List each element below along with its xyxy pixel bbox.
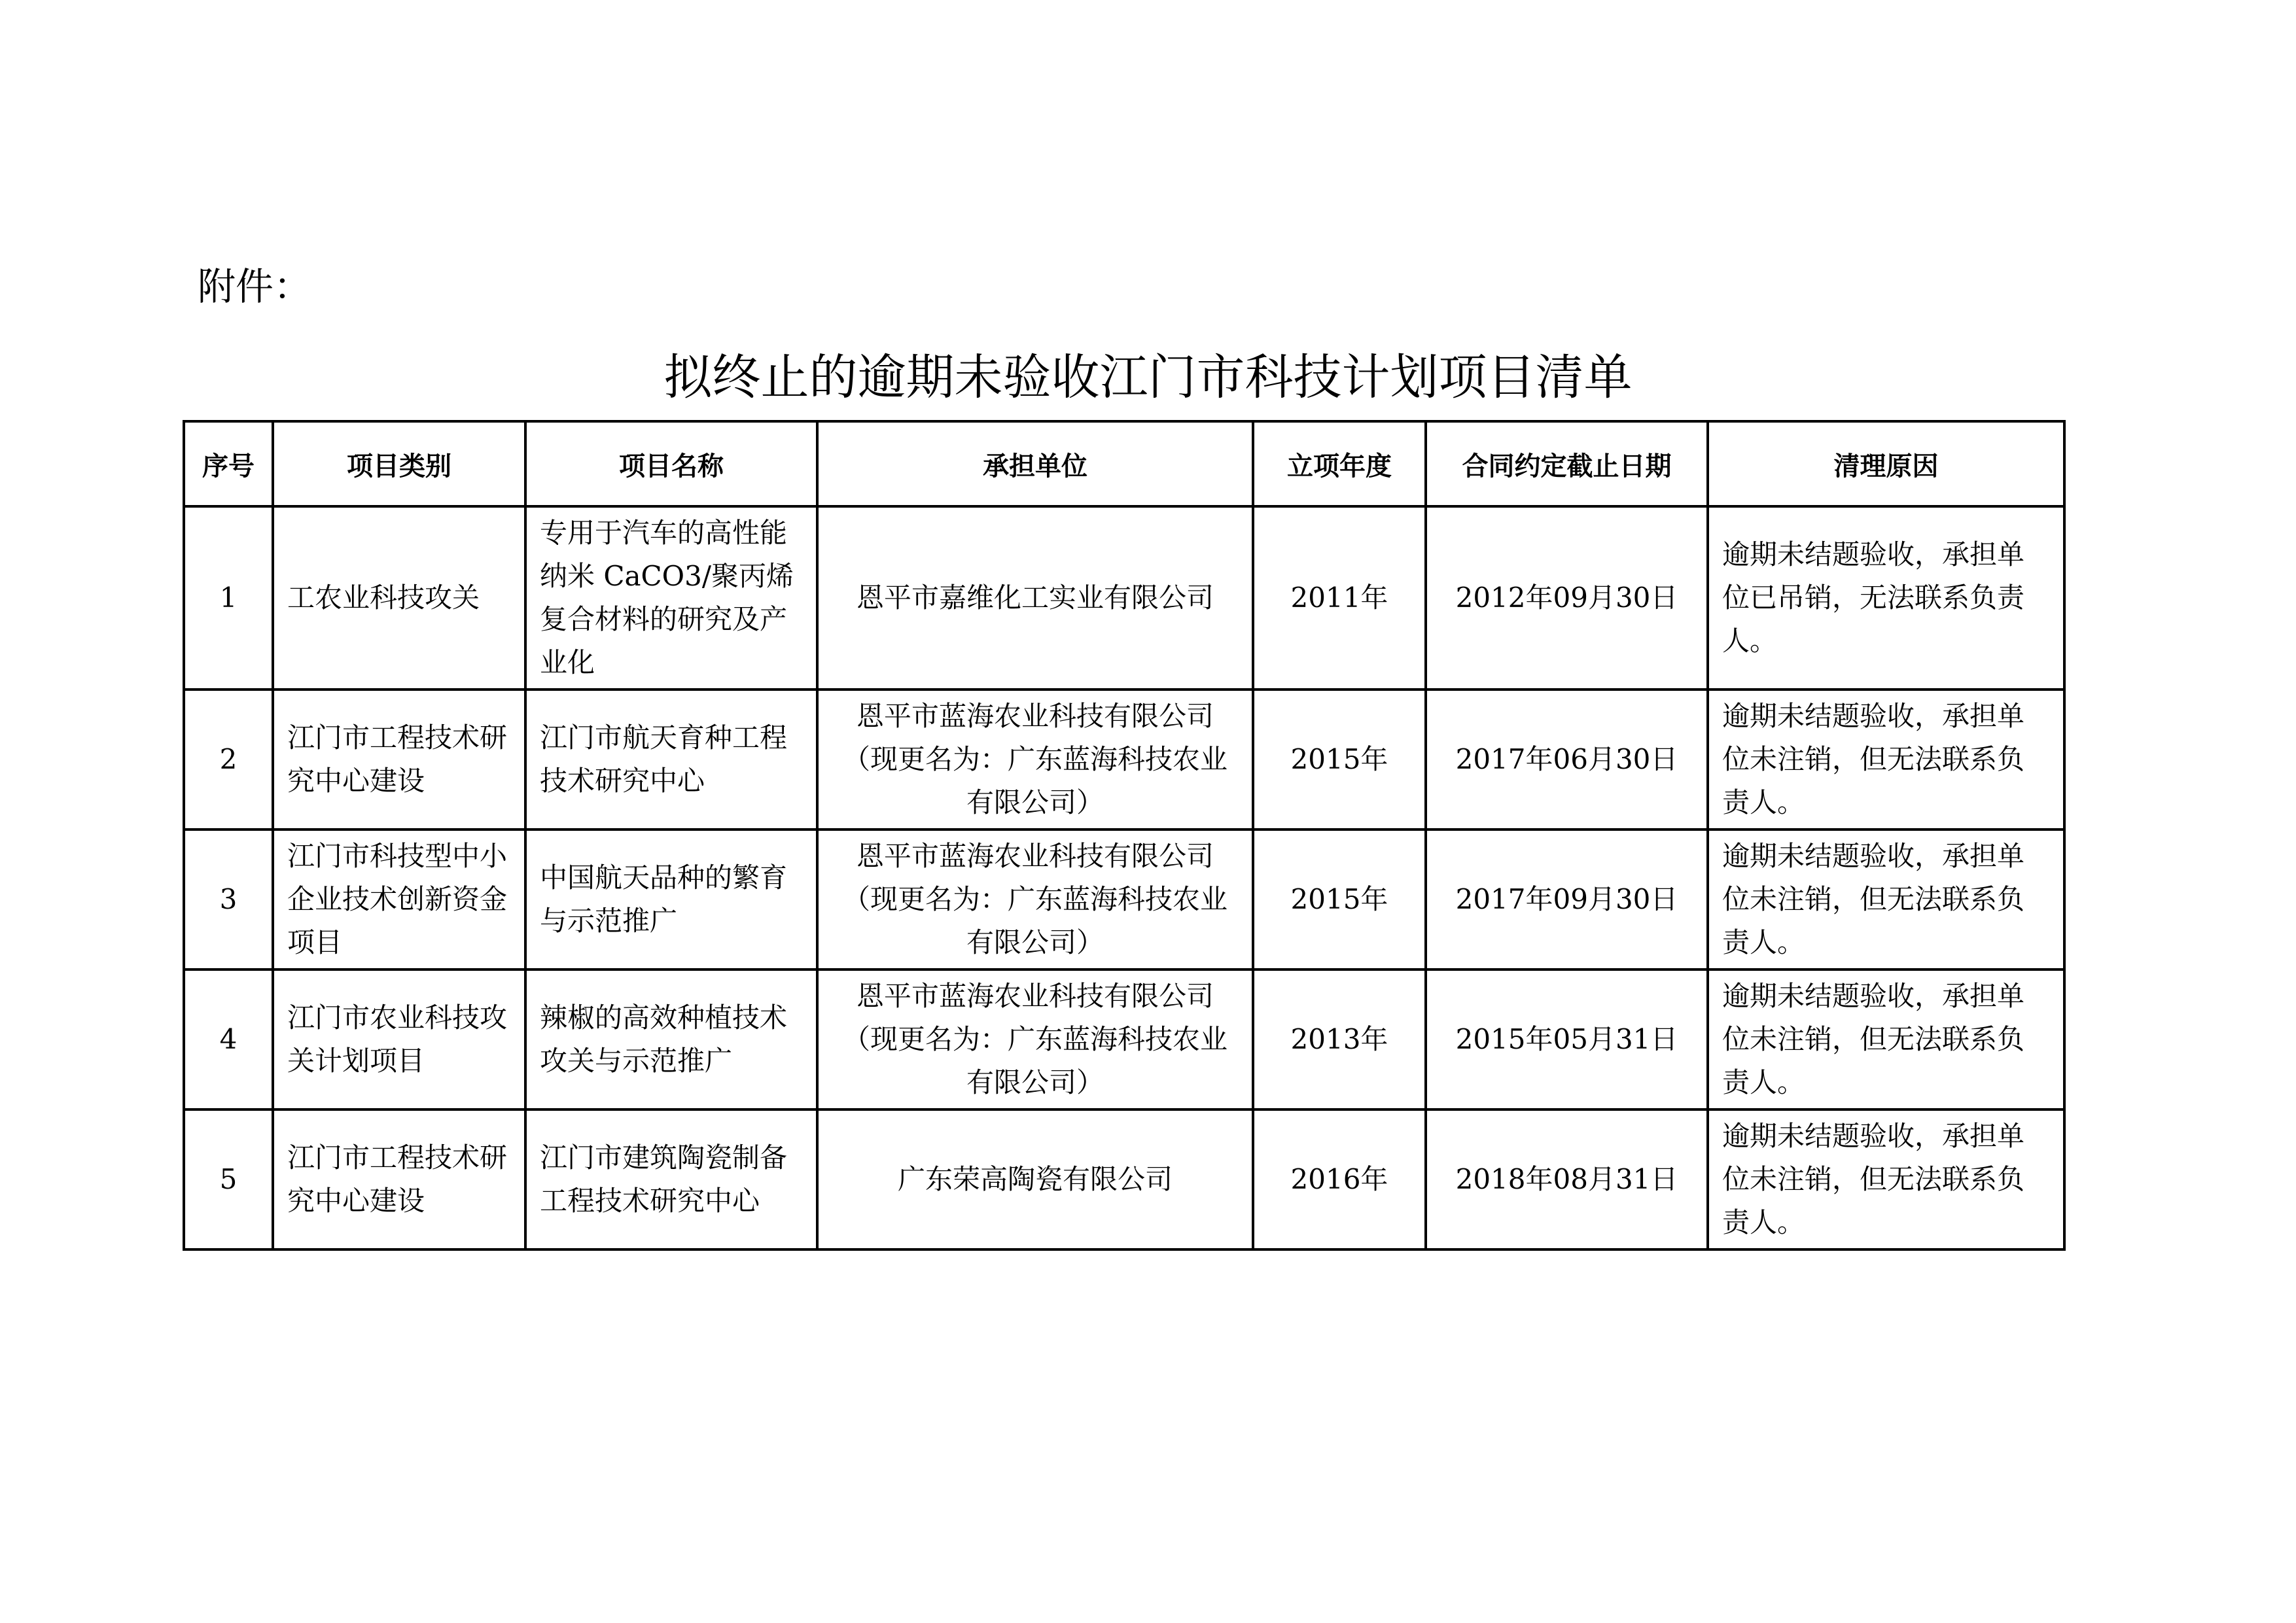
table-row [184, 829, 2064, 969]
document-title: 拟终止的逾期未验收江门市科技计划项目清单 [663, 349, 1633, 406]
column-header-reason: 清理原因 [1708, 421, 2064, 506]
cell-project-name: 江门市建筑陶瓷制备工程技术研究中心 [525, 1109, 817, 1249]
cell-deadline: 2017年06月30日 [1426, 689, 1708, 829]
project-table [183, 420, 2066, 1251]
cell-unit: 恩平市蓝海农业科技有限公司（现更名为：广东蓝海科技农业有限公司） [817, 829, 1253, 969]
column-header-deadline: 合同约定截止日期 [1426, 421, 1708, 506]
cell-deadline: 2015年05月31日 [1426, 969, 1708, 1109]
cell-no: 5 [184, 1109, 273, 1249]
cell-project-name: 江门市航天育种工程技术研究中心 [525, 689, 817, 829]
cell-deadline: 2018年08月31日 [1426, 1109, 1708, 1249]
cell-no: 4 [184, 969, 273, 1109]
cell-category: 江门市农业科技攻关计划项目 [273, 969, 525, 1109]
cell-reason: 逾期未结题验收，承担单位未注销，但无法联系负责人。 [1708, 829, 2064, 969]
cell-project-name: 辣椒的高效种植技术攻关与示范推广 [525, 969, 817, 1109]
table-row [184, 506, 2064, 689]
cell-reason: 逾期未结题验收，承担单位未注销，但无法联系负责人。 [1708, 689, 2064, 829]
cell-unit: 广东荣高陶瓷有限公司 [817, 1109, 1253, 1249]
table-row [184, 689, 2064, 829]
cell-year: 2015年 [1253, 829, 1426, 969]
cell-category: 江门市科技型中小企业技术创新资金项目 [273, 829, 525, 969]
cell-no: 2 [184, 689, 273, 829]
cell-reason: 逾期未结题验收，承担单位未注销，但无法联系负责人。 [1708, 969, 2064, 1109]
column-header-year: 立项年度 [1253, 421, 1426, 506]
cell-project-name: 中国航天品种的繁育与示范推广 [525, 829, 817, 969]
cell-year: 2013年 [1253, 969, 1426, 1109]
cell-unit: 恩平市蓝海农业科技有限公司（现更名为：广东蓝海科技农业有限公司） [817, 689, 1253, 829]
cell-deadline: 2012年09月30日 [1426, 506, 1708, 689]
column-header-no: 序号 [184, 421, 273, 506]
attachment-label: 附件： [198, 264, 312, 309]
cell-project-name: 专用于汽车的高性能纳米 CaCO3/聚丙烯复合材料的研究及产业化 [525, 506, 817, 689]
column-header-category: 项目类别 [273, 421, 525, 506]
cell-unit: 恩平市蓝海农业科技有限公司（现更名为：广东蓝海科技农业有限公司） [817, 969, 1253, 1109]
column-header-project-name: 项目名称 [525, 421, 817, 506]
cell-year: 2016年 [1253, 1109, 1426, 1249]
cell-year: 2015年 [1253, 689, 1426, 829]
cell-year: 2011年 [1253, 506, 1426, 689]
table-header-row [184, 421, 2064, 506]
cell-reason: 逾期未结题验收，承担单位未注销，但无法联系负责人。 [1708, 1109, 2064, 1249]
cell-reason: 逾期未结题验收，承担单位已吊销，无法联系负责人。 [1708, 506, 2064, 689]
cell-no: 1 [184, 506, 273, 689]
column-header-unit: 承担单位 [817, 421, 1253, 506]
cell-deadline: 2017年09月30日 [1426, 829, 1708, 969]
cell-category: 江门市工程技术研究中心建设 [273, 1109, 525, 1249]
table-row [184, 1109, 2064, 1249]
cell-category: 江门市工程技术研究中心建设 [273, 689, 525, 829]
cell-unit: 恩平市嘉维化工实业有限公司 [817, 506, 1253, 689]
cell-category: 工农业科技攻关 [273, 506, 525, 689]
table-row [184, 969, 2064, 1109]
cell-no: 3 [184, 829, 273, 969]
